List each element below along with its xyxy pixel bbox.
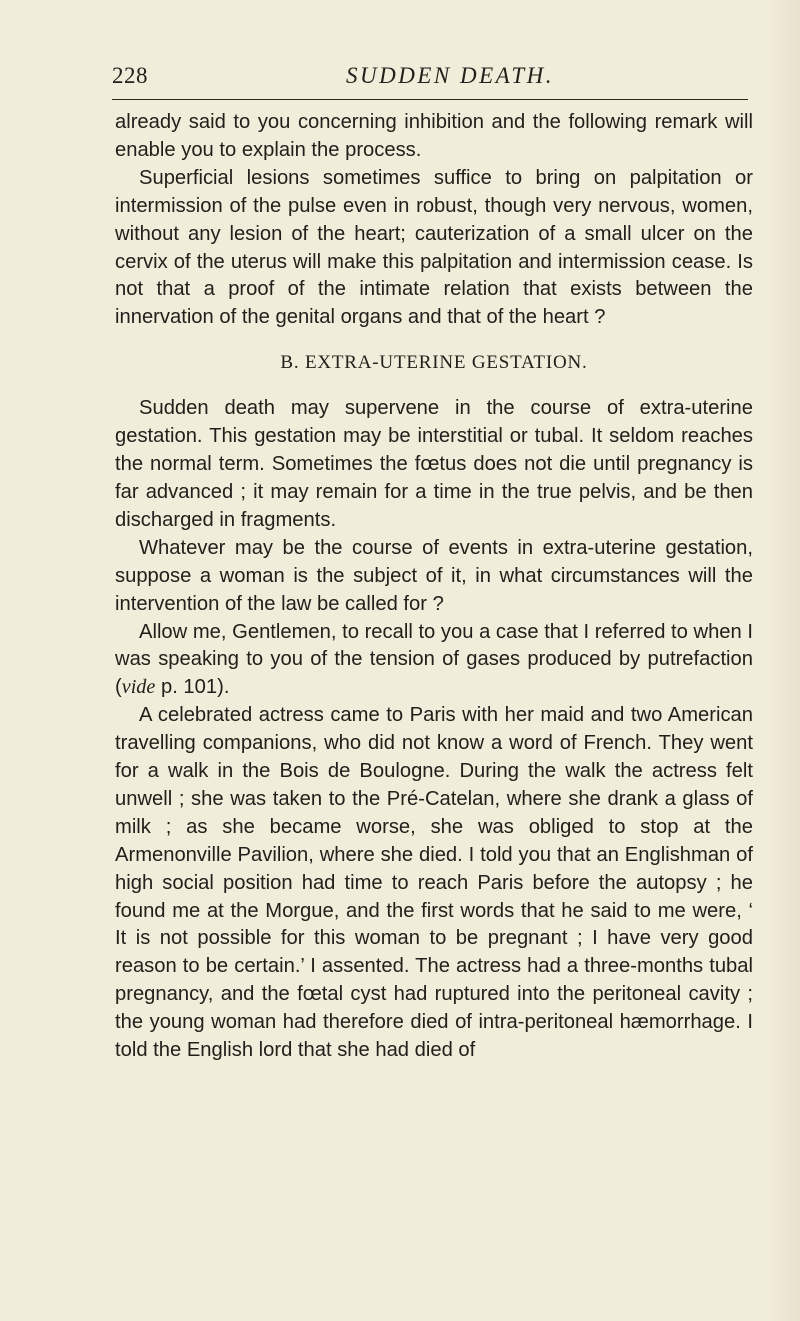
paragraph-allow-me — [115, 619, 753, 703]
paragraph-allow-me-end: p. 101). — [155, 676, 230, 699]
section-heading: B. EXTRA-UTERINE GESTATION. — [280, 352, 588, 374]
running-title: SUDDEN DEATH. — [346, 63, 554, 88]
paragraph-superficial-lesions: Superficial lesions sometimes suffice to bring on palpitation or intermission of the pulse even in robust, though very nervous, women, without any lesion of the heart; cauterization of a small ulcer on the cervix of the uterus will make this palpitation and intermission cease. Is not that a proof of the intimate relation that exists between the innervation of the genital organs and that of the heart ? — [115, 166, 753, 329]
vide-italic: vide — [121, 676, 156, 699]
paragraph-sudden-death: Sudden death may supervene in the course of extra-uterine gestation. This gestation may be interstitial or tubal. It seldom reaches the normal term. Sometimes the fœtus does not die until pregnancy is far advanced ; it may remain for a time in the true pelvis, and be then discharged in fragments. — [115, 397, 753, 531]
paragraph-whatever: Whatever may be the course of events in extra-uterine gestation, suppose a woman is the subject of it, in what circumstances will the intervention of the law be called for ? — [115, 536, 753, 615]
body-text — [115, 109, 753, 1065]
paragraph-allow-me-text: Allow me, Gentlemen, to recall to you a case that I referred to when I was speaking to you of the tension of gases produced by putrefaction ( — [115, 620, 753, 699]
paragraph-celebrated-actress: A celebrated actress came to Paris with her maid and two American travelling companions, who did not know a word of French. They went for a walk in the Bois de Boulogne. During the walk the actress felt unwell ; she was taken to the Pré-Catelan, where she drank a glass of milk ; as she became worse, she was obliged to stop at the Armenonville Pavilion, where she died. I told you that an Englishman of high social position had time to reach Paris before the autopsy ; he found me at the Morgue, and the first words that he said to me were, ‘ It is not possible for this woman to be pregnant ; I have very good reason to be certain.’ I assented. The actress had a three-months tubal pregnancy, and the fœtal cyst had ruptured into the peritoneal cavity ; the young woman had therefore died of intra-peritoneal hæmorrhage. I told the English lord that she had died of — [115, 704, 753, 1062]
running-head — [112, 62, 748, 92]
paragraph-continuation: already said to you concerning inhibition and the following remark will enable you to explain the process. — [115, 111, 753, 161]
header-rule — [112, 99, 748, 100]
page-number: 228 — [112, 63, 148, 88]
